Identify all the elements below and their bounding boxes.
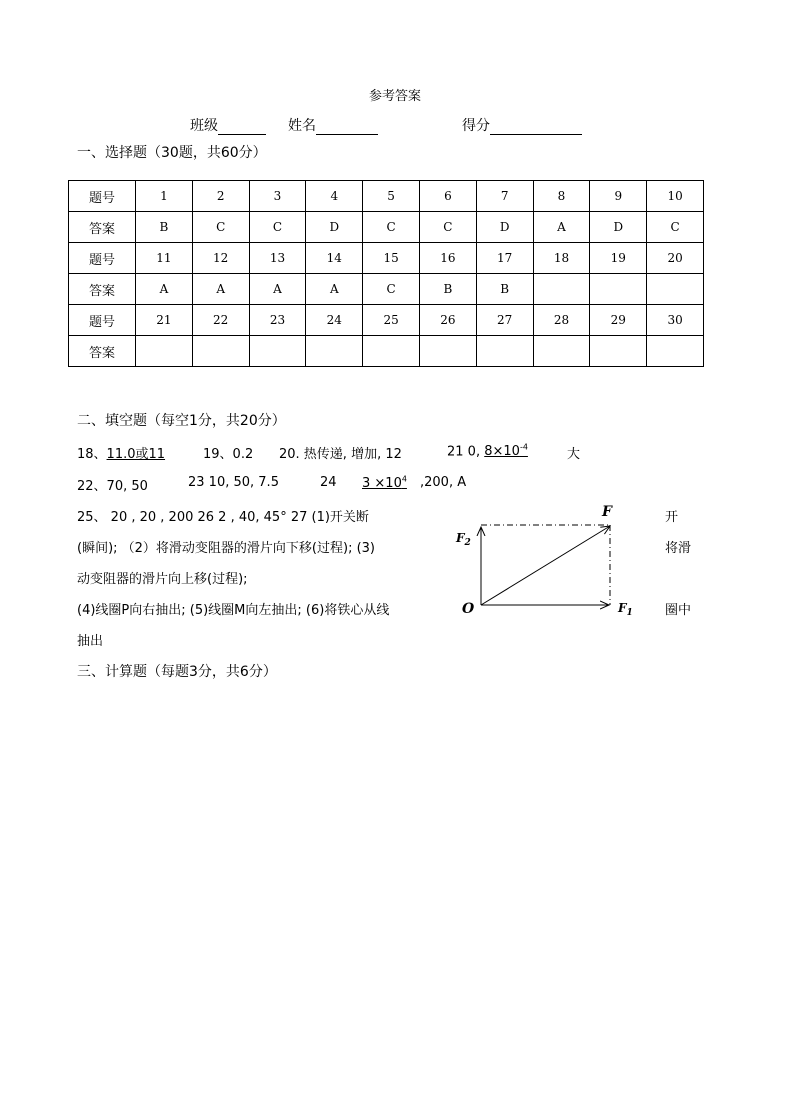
q21-base: 8×10 [484, 444, 520, 460]
fill-line-6-right: 圈中 [665, 603, 692, 618]
page-title: 参考答案 [368, 89, 421, 104]
table-cell [192, 336, 249, 367]
q21-tail: 大 [567, 447, 581, 462]
table-cell: 6 [419, 181, 476, 212]
table-row [69, 305, 704, 336]
fill-line-5: 动变阻器的滑片向上移(过程); [77, 572, 248, 587]
table-cell [249, 336, 306, 367]
table-cell: 11 [136, 243, 193, 274]
table-row [69, 336, 704, 367]
q21 [447, 443, 528, 459]
q24-exponent: 4 [401, 475, 407, 484]
q24-base: 3 ×10 [362, 476, 402, 492]
row-label: 答案 [69, 336, 136, 367]
table-cell: 25 [363, 305, 420, 336]
table-cell: C [249, 212, 306, 243]
table-cell: D [306, 212, 363, 243]
q21-answer [484, 444, 528, 459]
table-cell [533, 274, 590, 305]
table-cell [590, 274, 647, 305]
table-cell: B [419, 274, 476, 305]
table-cell: 4 [306, 181, 363, 212]
table-cell: 20 [647, 243, 704, 274]
table-row [69, 212, 704, 243]
table-cell: 15 [363, 243, 420, 274]
class-field [190, 115, 266, 135]
table-cell: 1 [136, 181, 193, 212]
q18-prefix: 18、 [77, 447, 107, 462]
label-F: F [602, 504, 612, 520]
table-cell: A [249, 274, 306, 305]
table-cell: C [363, 212, 420, 243]
table-cell [533, 336, 590, 367]
f-resultant-vector [481, 526, 610, 605]
q24-answer [362, 475, 407, 491]
table-cell: D [590, 212, 647, 243]
row-label: 题号 [69, 181, 136, 212]
table-cell: A [533, 212, 590, 243]
table-cell: 28 [533, 305, 590, 336]
table-cell: 8 [533, 181, 590, 212]
table-cell: D [476, 212, 533, 243]
table-cell: C [647, 212, 704, 243]
fill-line-4-right: 将滑 [665, 541, 692, 556]
table-cell [647, 274, 704, 305]
fill-line-4: (瞬间); （2）将滑动变阻器的滑片向下移(过程); (3) [77, 541, 375, 556]
table-cell: 27 [476, 305, 533, 336]
table-cell [647, 336, 704, 367]
score-field [462, 115, 582, 135]
label-F2 [455, 531, 471, 548]
section3-heading: 三、计算题（每题3分，共6分） [77, 664, 277, 680]
name-blank [316, 120, 378, 135]
table-cell: 5 [363, 181, 420, 212]
q20: 20. 热传递, 增加, 12 [279, 447, 402, 462]
table-cell: 7 [476, 181, 533, 212]
table-cell: 17 [476, 243, 533, 274]
row-label: 题号 [69, 243, 136, 274]
class-label: 班级 [190, 118, 218, 134]
table-cell: A [192, 274, 249, 305]
q24-tail: ,200, A [420, 475, 467, 490]
table-row [69, 243, 704, 274]
table-cell: 2 [192, 181, 249, 212]
section2-heading: 二、填空题（每空1分，共20分） [77, 413, 286, 429]
table-cell: 3 [249, 181, 306, 212]
table-cell: 24 [306, 305, 363, 336]
table-cell [590, 336, 647, 367]
q23: 23 10, 50, 7.5 [188, 475, 279, 490]
table-cell: C [192, 212, 249, 243]
q22: 22、70, 50 [77, 479, 148, 494]
label-F1-sub: 1 [626, 608, 633, 618]
table-cell: C [419, 212, 476, 243]
score-label: 得分 [462, 118, 490, 134]
table-cell: A [136, 274, 193, 305]
fill-line-1 [77, 443, 165, 462]
name-label: 姓名 [288, 118, 316, 134]
table-cell: A [306, 274, 363, 305]
score-blank [490, 120, 582, 135]
fill-line-3: 25、 20 , 20 , 200 26 2 , 40, 45° 27 (1)开关断 [77, 510, 369, 525]
table-cell: 22 [192, 305, 249, 336]
row-label: 答案 [69, 212, 136, 243]
section1-heading: 一、选择题（30题，共60分） [77, 145, 267, 161]
table-cell: 19 [590, 243, 647, 274]
q24-prefix: 24 [320, 475, 337, 490]
table-cell: 16 [419, 243, 476, 274]
table-cell: 29 [590, 305, 647, 336]
label-F2-sub: 2 [464, 538, 471, 548]
row-label: 题号 [69, 305, 136, 336]
force-vector-diagram [452, 500, 633, 620]
table-cell: 14 [306, 243, 363, 274]
table-cell: C [363, 274, 420, 305]
table-cell: 9 [590, 181, 647, 212]
name-field [288, 115, 378, 135]
table-cell: 26 [419, 305, 476, 336]
table-cell: B [476, 274, 533, 305]
label-F1-text: F [618, 601, 627, 615]
table-cell: B [136, 212, 193, 243]
table-cell: 13 [249, 243, 306, 274]
fill-line-3-right: 开 [665, 510, 679, 525]
fill-line-6: (4)线圈P向右抽出; (5)线圈M向左抽出; (6)将铁心从线 [77, 603, 390, 618]
table-cell [363, 336, 420, 367]
q21-prefix: 21 0, [447, 444, 481, 460]
label-F1 [617, 601, 633, 618]
q21-exponent: -4 [519, 443, 528, 452]
table-cell [476, 336, 533, 367]
table-cell [136, 336, 193, 367]
table-row [69, 181, 704, 212]
q18-answer: 11.0或11 [106, 447, 166, 462]
table-row [69, 274, 704, 305]
table-cell: 10 [647, 181, 704, 212]
answer-table [68, 180, 704, 367]
label-O: O [462, 601, 475, 617]
fill-line-7: 抽出 [77, 634, 104, 649]
table-cell [419, 336, 476, 367]
table-cell: 18 [533, 243, 590, 274]
class-blank [218, 120, 266, 135]
label-F2-text: F [456, 531, 465, 545]
table-cell: 30 [647, 305, 704, 336]
q19: 19、0.2 [203, 447, 254, 462]
row-label: 答案 [69, 274, 136, 305]
table-cell: 21 [136, 305, 193, 336]
table-cell [306, 336, 363, 367]
table-cell: 12 [192, 243, 249, 274]
table-cell: 23 [249, 305, 306, 336]
